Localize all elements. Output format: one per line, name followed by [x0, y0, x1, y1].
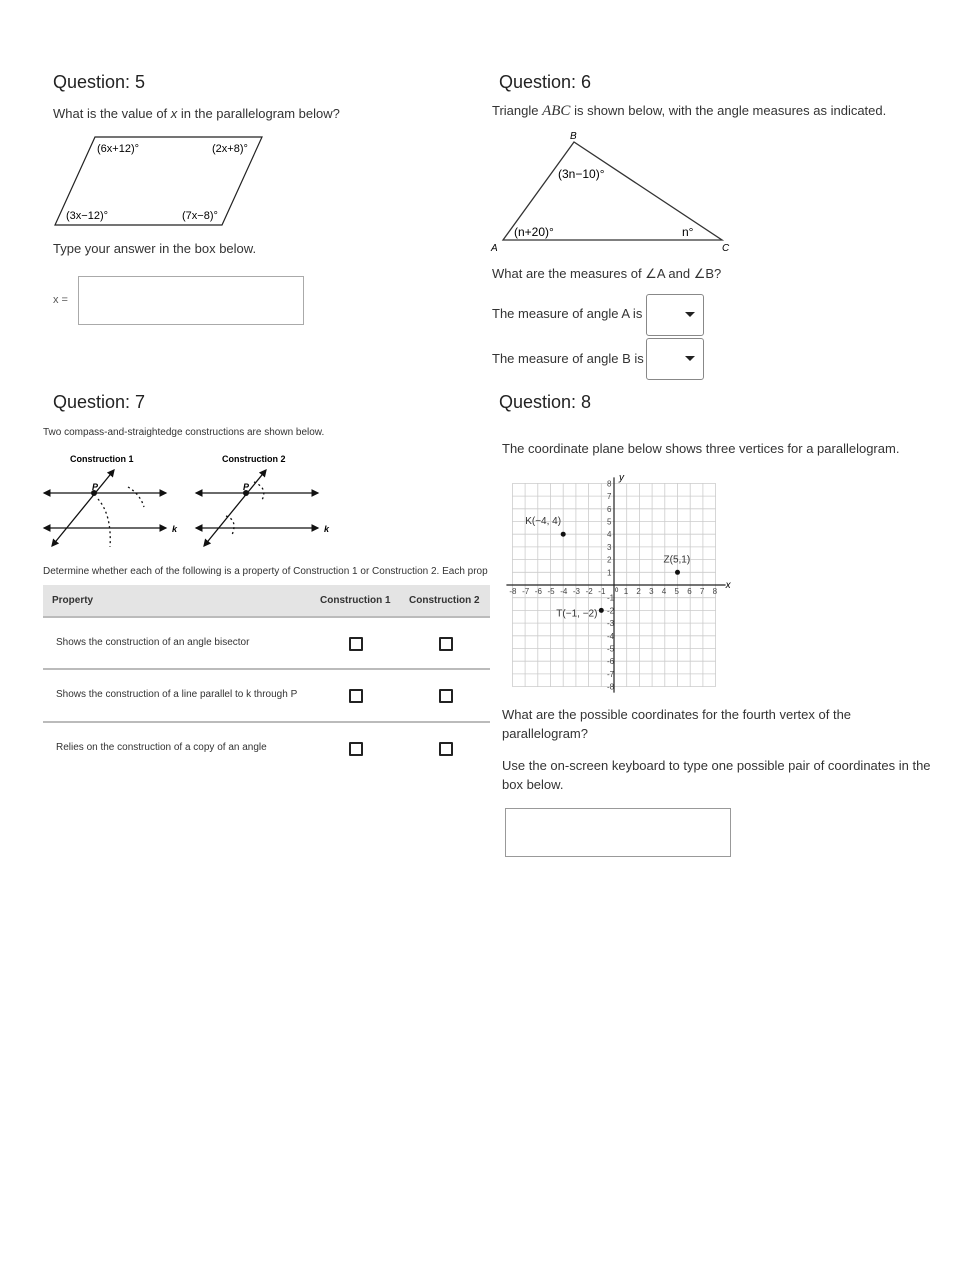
- y-tick-label: 7: [607, 492, 612, 502]
- origin-label: 0: [615, 588, 619, 594]
- x-tick-label: -7: [522, 587, 530, 596]
- q5-instruction: Type your answer in the box below.: [53, 241, 257, 256]
- q5-title: Question: 5: [53, 72, 146, 92]
- constructions-figure: [40, 450, 340, 555]
- line-k-label: k: [172, 524, 178, 534]
- point-marker: [675, 570, 680, 575]
- caret-down-icon: [685, 356, 695, 361]
- line-k-label: k: [324, 524, 330, 534]
- vertex-label: C: [722, 243, 730, 254]
- angle-label: (3x−12)°: [66, 210, 109, 222]
- point-marker: [599, 608, 604, 613]
- x-tick-label: -8: [509, 587, 517, 596]
- header-property: Property: [52, 595, 94, 606]
- row-3-text: Relies on the construction of a copy of an angle: [56, 742, 267, 753]
- point-marker: [561, 532, 566, 537]
- angle-b-label: The measure of angle B is: [492, 351, 644, 366]
- q8-answer-input[interactable]: [505, 808, 731, 857]
- y-tick-label: -4: [607, 631, 615, 641]
- x-tick-label: 5: [674, 587, 679, 596]
- divider: [43, 616, 490, 618]
- x-tick-label: -2: [585, 587, 593, 596]
- q6-title: Question: 6: [499, 72, 592, 92]
- x-tick-label: -6: [534, 587, 542, 596]
- x-tick-label: -1: [598, 587, 606, 596]
- x-tick-label: 4: [661, 587, 667, 596]
- row-2-construction-2-checkbox[interactable]: [439, 689, 453, 703]
- y-tick-label: 5: [607, 517, 612, 527]
- q6-prompt-pre: Triangle: [492, 103, 543, 118]
- coordinate-plane: [500, 465, 740, 695]
- row-2-construction-1-checkbox[interactable]: [349, 689, 363, 703]
- q5-prompt-var: x: [170, 106, 178, 121]
- triangle-figure: [480, 120, 740, 255]
- y-tick-label: -3: [607, 619, 615, 629]
- q6-prompt: [492, 103, 886, 120]
- angle-label: (6x+12)°: [97, 143, 140, 155]
- y-tick-label: 3: [607, 542, 612, 552]
- angle-b-dropdown[interactable]: [646, 338, 704, 380]
- y-tick-label: 4: [607, 530, 612, 540]
- vertex-label: A: [491, 243, 498, 254]
- construction-1-label: Construction 1: [70, 454, 134, 464]
- point-label: T(−1, −2): [556, 608, 598, 620]
- q8-instruction: Use the on-screen keyboard to type one possible pair of coordinates in the box below.: [502, 758, 931, 792]
- y-axis-label: y: [619, 472, 624, 484]
- x-axis-label: x: [725, 580, 731, 591]
- q7-intro: Two compass-and-straightedge constructions are shown below.: [43, 427, 325, 438]
- angle-a-label: The measure of angle A is: [492, 306, 643, 321]
- table-header: [43, 585, 490, 616]
- q6-prompt-name: ABC: [542, 103, 571, 119]
- row-2-text: Shows the construction of a line parallel to k through P: [56, 689, 298, 700]
- header-construction-2: Construction 2: [409, 595, 480, 606]
- row-3-construction-1-checkbox[interactable]: [349, 742, 363, 756]
- y-tick-label: -1: [607, 593, 615, 603]
- q6-prompt-post: is shown below, with the angle measures as indicated.: [570, 103, 887, 118]
- x-tick-label: -5: [547, 587, 555, 596]
- x-tick-label: 6: [687, 587, 692, 596]
- x-tick-label: -3: [572, 587, 581, 596]
- parallelogram-figure: [0, 0, 300, 240]
- x-tick-label: -4: [560, 587, 568, 596]
- divider: [43, 721, 490, 723]
- construction-2-lines: [196, 470, 318, 546]
- point-label: Z(5,1): [663, 554, 691, 566]
- vertex-label: B: [570, 131, 577, 142]
- q5-prompt-post: in the parallelogram below?: [177, 106, 340, 121]
- divider: [43, 668, 490, 670]
- row-1-construction-1-checkbox[interactable]: [349, 637, 363, 651]
- y-tick-label: 6: [607, 504, 612, 514]
- y-tick-label: 1: [607, 568, 612, 578]
- point-p-label: P: [243, 482, 250, 492]
- x-tick-label: 7: [699, 587, 705, 596]
- y-tick-label: 8: [607, 479, 612, 489]
- construction-1-lines: [44, 470, 166, 547]
- angle-a-dropdown[interactable]: [646, 294, 704, 336]
- q7-instruction: Determine whether each of the following is a property of Construction 1 or Construction 2. Each prop: [43, 566, 488, 577]
- x-tick-label: 8: [712, 587, 718, 596]
- construction-2-label: Construction 2: [222, 454, 286, 464]
- y-tick-label: -2: [607, 606, 615, 616]
- q5-answer-input[interactable]: [78, 276, 304, 325]
- angle-label: (7x−8)°: [182, 210, 218, 222]
- y-tick-label: -8: [607, 682, 615, 692]
- row-1-text: Shows the construction of an angle bisector: [56, 637, 250, 648]
- x-tick-label: 1: [623, 587, 629, 596]
- point-p-label: P: [92, 482, 99, 492]
- q6-question: What are the measures of ∠A and ∠B?: [492, 266, 722, 281]
- angle-label: (3n−10)°: [558, 167, 605, 181]
- y-tick-label: -5: [607, 644, 615, 654]
- header-construction-1: Construction 1: [320, 595, 391, 606]
- x-tick-label: 3: [649, 587, 654, 596]
- x-tick-label: 2: [636, 587, 641, 596]
- y-tick-label: -6: [607, 657, 615, 667]
- q8-title: Question: 8: [499, 392, 592, 412]
- angle-label: n°: [682, 225, 694, 239]
- angle-label: (n+20)°: [514, 225, 554, 239]
- q7-title: Question: 7: [53, 392, 146, 412]
- q8-intro: The coordinate plane below shows three vertices for a parallelogram.: [502, 441, 900, 456]
- point-label: K(−4, 4): [525, 516, 562, 528]
- q5-prompt-pre: What is the value of: [53, 106, 171, 121]
- row-1-construction-2-checkbox[interactable]: [439, 637, 453, 651]
- y-tick-label: 2: [607, 555, 612, 565]
- row-3-construction-2-checkbox[interactable]: [439, 742, 453, 756]
- answer-label: x =: [53, 294, 68, 306]
- q8-question: What are the possible coordinates for the fourth vertex of the parallelogram?: [502, 707, 852, 741]
- caret-down-icon: [685, 312, 695, 317]
- y-tick-label: -7: [607, 669, 615, 679]
- angle-label: (2x+8)°: [212, 143, 248, 155]
